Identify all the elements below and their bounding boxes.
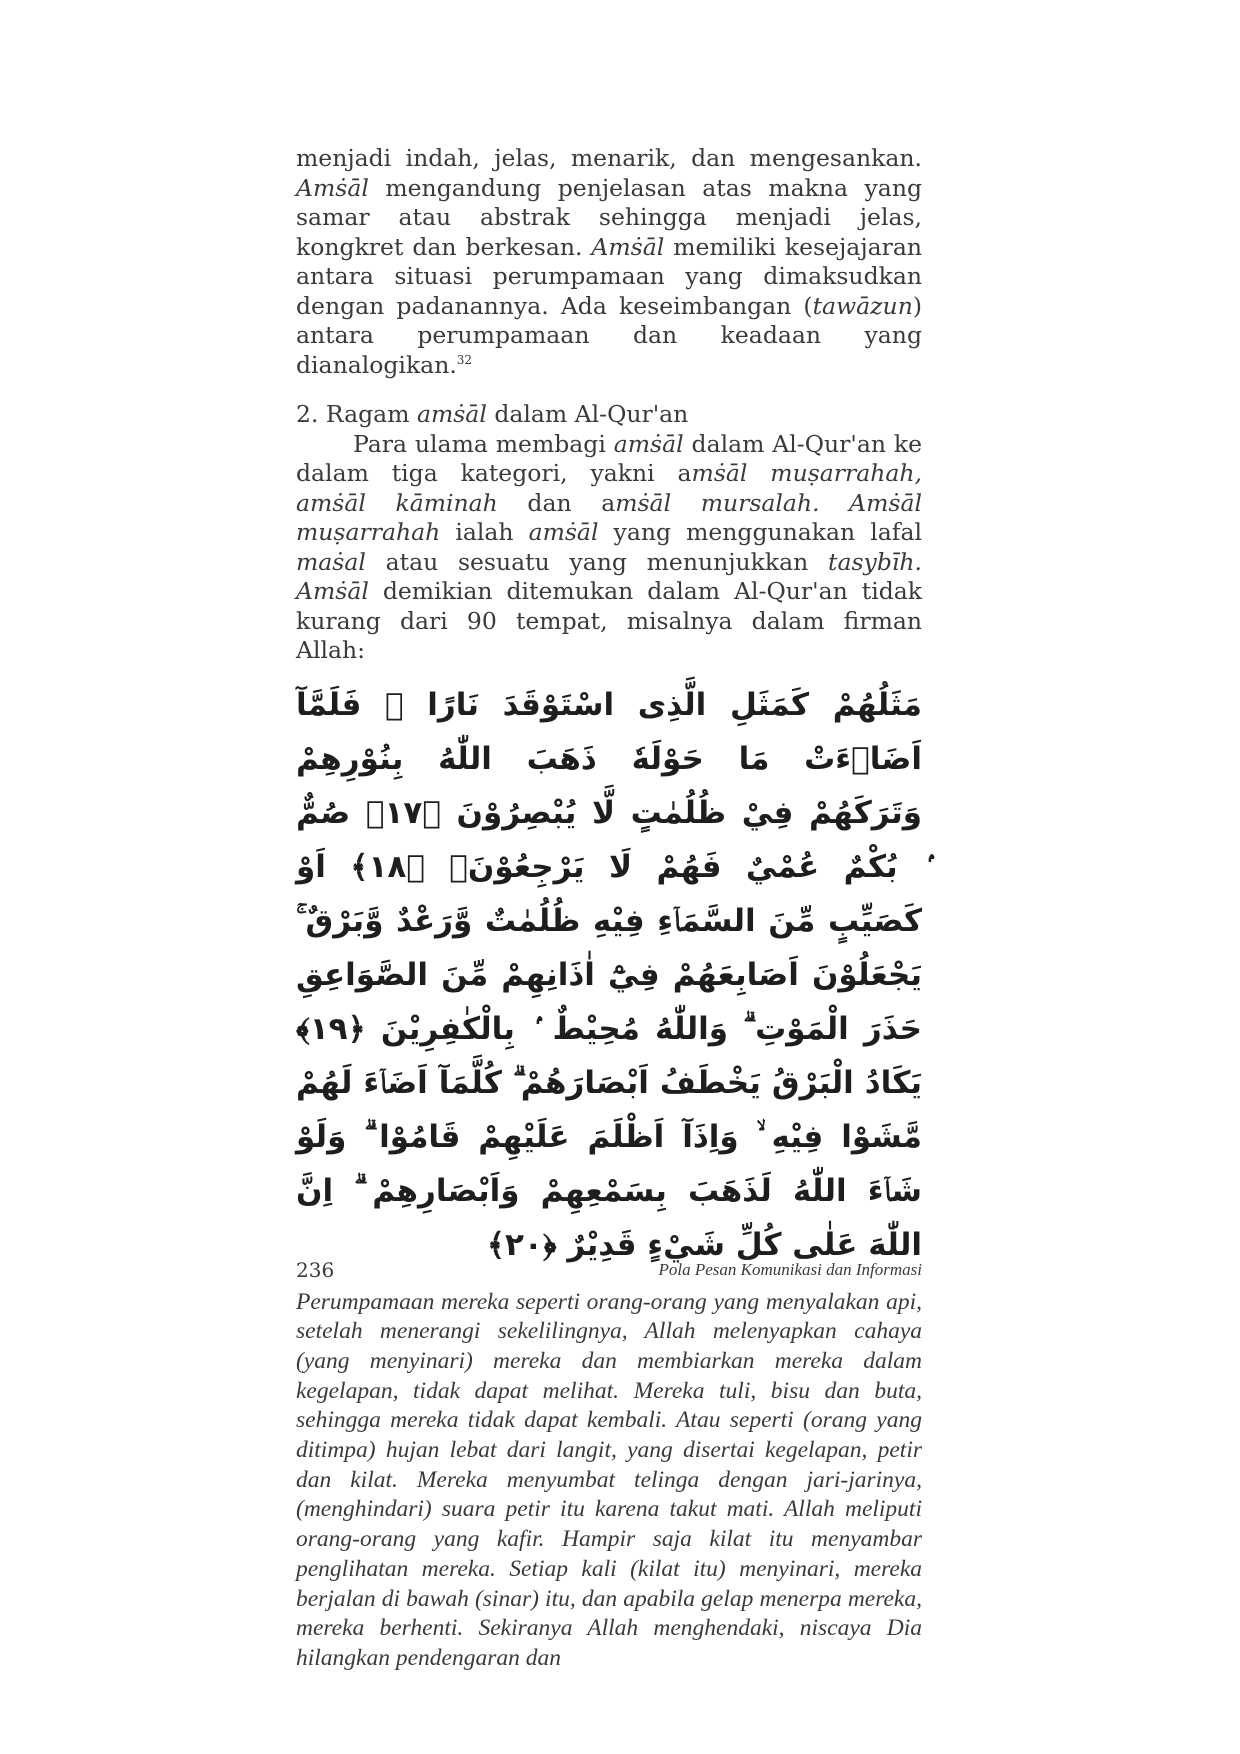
text-run: menjadi indah, jelas, menarik, dan mengesankan. [296,144,922,172]
footnote-marker[interactable]: 32 [456,352,473,367]
body-paragraph-1 [296,144,922,380]
text-run: atau sesuatu yang menunjukkan [365,547,829,576]
arabic-verse-block: مَثَلُهُمْ كَمَثَلِ الَّذِى اسْتَوْقَدَ نَارًا ۚ فَلَمَّآ اَضَاۤءَتْ مَا حَوْلَهٗ ذَهَبَ اللّٰهُ بِنُوْرِهِمْ وَتَرَكَهُمْ فِيْ ظُلُمٰتٍ لَّا يُبْصِرُوْنَ ﴿١٧﴾ صُمٌّ ۢ بُكْمٌ عُمْيٌ فَهُمْ لَا يَرْجِعُوْنَۙ ﴿١٨﴾ اَوْ كَصَيِّبٍ مِّنَ السَّمَاۤءِ فِيْهِ ظُلُمٰتٌ وَّرَعْدٌ وَّبَرْقٌ ۚ يَجْعَلُوْنَ اَصَابِعَهُمْ فِيْٓ اٰذَانِهِمْ مِّنَ الصَّوَاعِقِ حَذَرَ الْمَوْتِ ۗ وَاللّٰهُ مُحِيْطٌ ۢ بِالْكٰفِرِيْنَ ﴿١٩﴾ يَكَادُ الْبَرْقُ يَخْطَفُ اَبْصَارَهُمْ ۗ كُلَّمَآ اَضَاۤءَ لَهُمْ مَّشَوْا فِيْهِ ۙ وَاِذَآ اَظْلَمَ عَلَيْهِمْ قَامُوْا ۗ وَلَوْ شَاۤءَ اللّٰهُ لَذَهَبَ بِسَمْعِهِمْ وَاَبْصَارِهِمْ ۗ اِنَّ اللّٰهَ عَلٰى كُلِّ شَيْءٍ قَدِيْرٌ ﴿٢٠﴾ [296,686,923,1263]
text-run: ) antara perumpamaan dan keadaan yang dianalogikan. [296,291,922,379]
page-footer [296,1258,922,1288]
term-italic: amṡāl [613,429,684,458]
text-run: demikian ditemukan dalam Al-Qur'an tidak kurang dari 90 tempat, misalnya dalam firman Allah: [296,577,922,664]
text-run: mengandung penjelasan atas makna yang samar atau abstrak sehingga menjadi jelas, kongkret dan berkesan. [296,173,922,261]
term-italic: amṡāl [416,400,487,428]
heading-number: 2. Ragam [296,400,417,428]
verse-translation: Perumpamaan mereka seperti orang-orang yang menyalakan api, setelah menerangi sekelilingnya, Allah melenyapkan cahaya (yang menyinari) mereka dan membiarkan mereka dalam kegelapan, tidak dapat melihat. Mereka tuli, bisu dan buta, sehingga mereka tidak dapat kembali. Atau seperti (orang yang ditimpa) hujan lebat dari langit, yang disertai kegelapan, petir dan kilat. Mereka menyumbat telinga dengan jari-jarinya, (menghindari) suara petir itu karena takut mati. Allah meliputi orang-orang yang kafir. Hampir saja kilat itu menyambar penglihatan mereka. Setiap kali (kilat itu) menyinari, mereka berjalan di bawah (sinar) itu, dan apabila gelap menerpa mereka, mereka berhenti. Sekiranya Allah menghendaki, niscaya Dia hilangkan pendengaran dan [296,1288,922,1671]
term-italic: tawāzun [812,291,913,320]
body-paragraph-2 [296,430,922,666]
running-title: Pola Pesan Komunikasi dan Informasi [658,1260,922,1279]
text-run: dan a [497,488,616,517]
section-heading [296,400,922,430]
page-body [296,144,922,1674]
text-run: ialah [440,518,529,546]
text-run: Para ulama membagi [353,429,614,458]
text-run: yang menggunakan lafal [598,518,922,546]
term-italic: mṡāl mursalah. Amṡāl muṣarrahah [296,488,922,546]
term-italic: tasybīh. Amṡāl [296,547,922,605]
text-run: dalam Al-Qur'an ke dalam tiga kategori, yakni a [296,429,923,487]
heading-rest: dalam Al-Qur'an [486,400,689,428]
term-italic: amṡāl [528,518,599,546]
term-italic: maṡal [296,547,366,576]
text-run: memiliki kesejajaran antara situasi perumpamaan yang dimaksudkan dengan padanannya. Ada keseimbangan ( [296,232,922,320]
term-italic: Amṡāl [296,173,369,202]
term-italic: Amṡāl [591,232,665,261]
term-italic: mṡāl muṣarrahah, amṡāl kāminah [296,459,922,517]
page-number: 236 [296,1258,335,1282]
